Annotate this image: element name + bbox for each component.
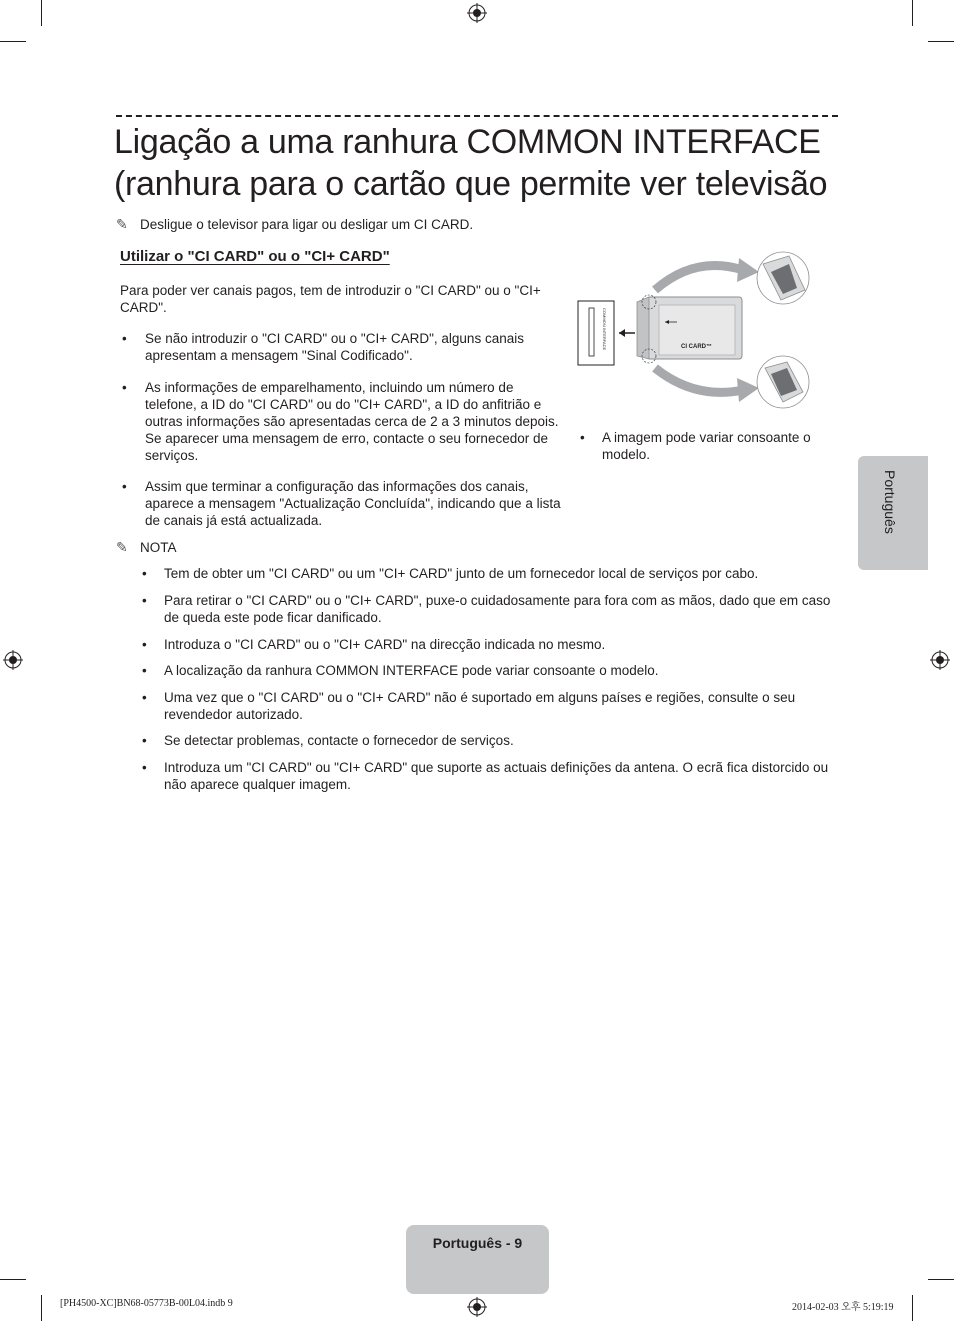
list-item-text: A localização da ranhura COMMON INTERFACE pode variar consoante o modelo. (164, 663, 659, 678)
list-item-text: Para retirar o "CI CARD" ou o "CI+ CARD", puxe-o cuidadosamente para fora com as mãos, dado que em caso de queda este pode ficar danificado. (164, 593, 831, 625)
bullet-icon: • (122, 479, 127, 494)
intro-note (116, 216, 473, 233)
pencil-note-icon: ✎ (116, 539, 128, 555)
ci-card-illustration (575, 250, 815, 410)
list-item-text: As informações de emparelhamento, incluindo um número de telefone, a ID do "CI CARD" ou do "CI+ CARD", a ID do anfitrião e outras informações são apresentadas cerca de 2 a 3 minutos depois. Se aparecer uma mensagem de erro, contacte o seu fornecedor de serviços. (145, 380, 559, 463)
pencil-note-icon: ✎ (116, 216, 128, 232)
language-side-tab-label: Português (882, 470, 898, 534)
list-item-text: Introduza um "CI CARD" ou "CI+ CARD" que suporte as actuais definições da antena. O ecrã fica distorcido ou não aparece qualquer imagem. (164, 760, 829, 792)
bullet-icon: • (142, 733, 147, 748)
note-heading (116, 539, 177, 556)
registration-mark-icon (3, 650, 23, 670)
bullet-icon: • (580, 430, 585, 445)
crop-mark (928, 41, 954, 42)
list-item-text: Uma vez que o "CI CARD" ou o "CI+ CARD" não é suportado em alguns países e regiões, consulte o seu revendedor autorizado. (164, 690, 796, 722)
figure-caption-text: A imagem pode variar consoante o modelo. (602, 430, 811, 462)
bullet-icon: • (142, 593, 147, 608)
registration-mark-icon (467, 1297, 487, 1317)
intro-note-text: Desligue o televisor para ligar ou desligar um CI CARD. (140, 217, 474, 232)
bullet-icon: • (142, 637, 147, 652)
language-side-tab (858, 456, 928, 570)
page-title-line-2: (ranhura para o cartão que permite ver televisão (114, 165, 828, 203)
registration-mark-icon (930, 650, 950, 670)
bullet-icon: • (122, 380, 127, 395)
crop-mark (912, 0, 913, 26)
slot-label: COMMON INTERFACE (602, 308, 607, 351)
registration-mark-icon (467, 3, 487, 23)
list-item-text: Se não introduzir o "CI CARD" ou o "CI+ CARD", alguns canais apresentam a mensagem "Sinal Codificado". (145, 331, 524, 363)
crop-mark (0, 1279, 26, 1280)
page-title-line-1: Ligação a uma ranhura COMMON INTERFACE (114, 123, 821, 161)
crop-mark (928, 1279, 954, 1280)
page-number-tab (406, 1225, 549, 1294)
title-divider (116, 115, 838, 117)
bullet-icon: • (142, 690, 147, 705)
print-file-info: [PH4500-XC]BN68-05773B-00L04.indb 9 (60, 1298, 233, 1309)
print-date-info: 2014-02-03 오후 5:19:19 (792, 1302, 894, 1313)
page-title (114, 121, 854, 205)
list-item-text: Se detectar problemas, contacte o fornecedor de serviços. (164, 733, 514, 748)
section-subheading: Utilizar o "CI CARD" ou o "CI+ CARD" (120, 248, 390, 265)
note-heading-text: NOTA (140, 540, 177, 555)
list-item-text: Tem de obter um "CI CARD" ou um "CI+ CARD" junto de um fornecedor local de serviços por cabo. (164, 566, 759, 581)
bullet-icon: • (142, 663, 147, 678)
crop-mark (0, 41, 26, 42)
bullet-icon: • (142, 566, 147, 581)
crop-mark (41, 1295, 42, 1321)
card-label: CI CARD™ (681, 344, 712, 350)
page-number-label: Português - 9 (432, 1235, 523, 1251)
lead-paragraph: Para poder ver canais pagos, tem de introduzir o "CI CARD" ou o "CI+ CARD". (120, 283, 541, 315)
list-item-text: Introduza o "CI CARD" ou o "CI+ CARD" na direcção indicada no mesmo. (164, 637, 606, 652)
list-item-text: Assim que terminar a configuração das informações dos canais, aparece a mensagem "Actualização Concluída", indicando que a lista de canais já está actualizada. (145, 479, 561, 528)
crop-mark (41, 0, 42, 26)
crop-mark (912, 1295, 913, 1321)
bullet-icon: • (122, 331, 127, 346)
bullet-icon: • (142, 760, 147, 775)
